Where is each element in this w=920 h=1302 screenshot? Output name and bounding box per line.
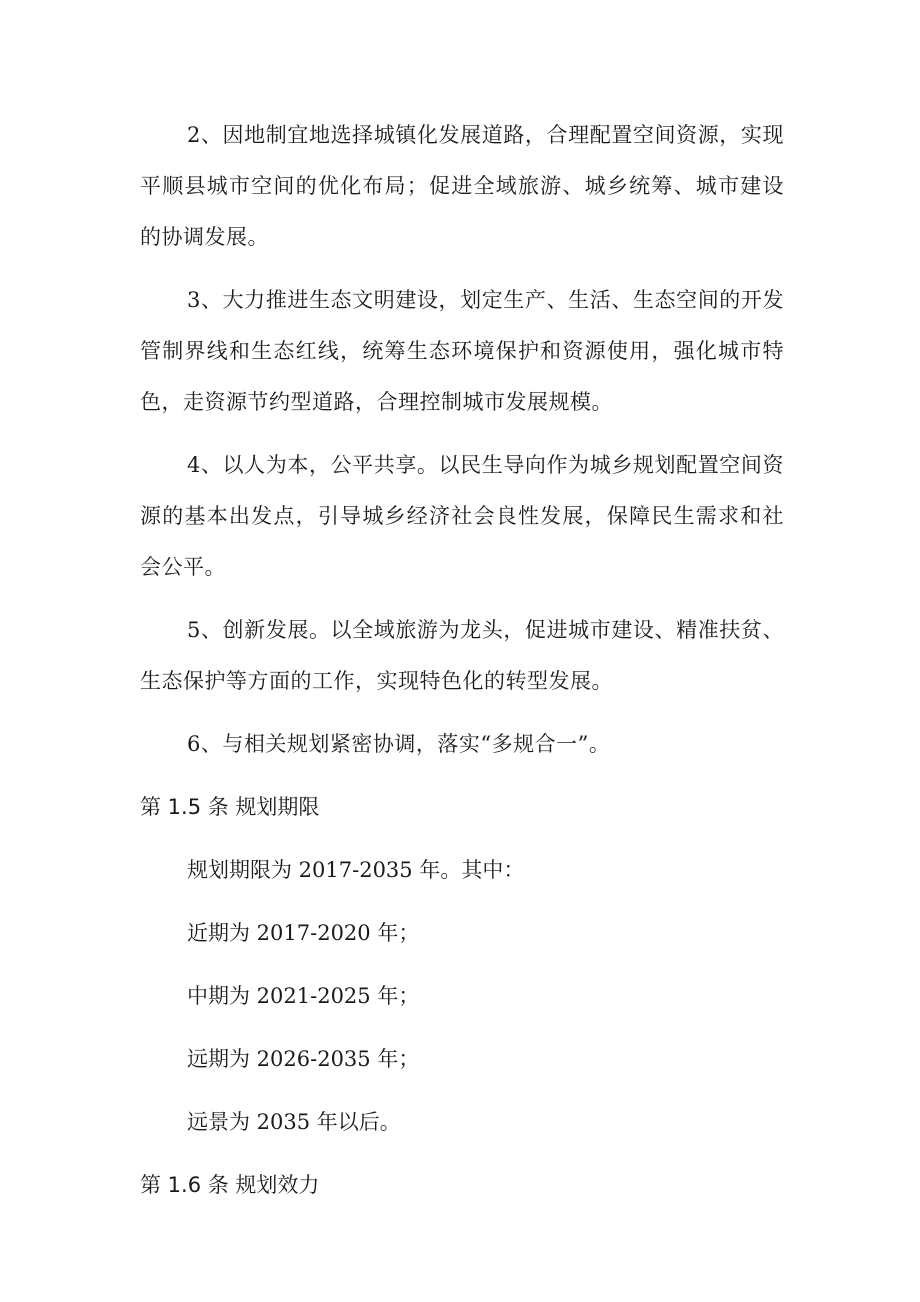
principle-5-paragraph: 5、创新发展。以全域旅游为龙头，促进城市建设、精准扶贫、生态保护等方面的工作，实现特色化的转型发展。: [140, 618, 784, 693]
planning-period-intro: 规划期限为 2017-2035 年。其中：: [187, 858, 525, 882]
planning-period-far: 远期为 2026-2035 年；: [187, 1047, 420, 1071]
planning-period-mid: 中期为 2021-2025 年；: [187, 984, 420, 1008]
principle-3-paragraph: 3、大力推进生态文明建设，划定生产、生活、生态空间的开发管制界线和生态红线，统筹生态环境保护和资源使用，强化城市特色，走资源节约型道路，合理控制城市发展规模。: [140, 288, 784, 414]
planning-period-vision: 远景为 2035 年以后。: [187, 1110, 401, 1134]
section-1-6-heading: 第 1.6 条 规划效力: [140, 1173, 320, 1197]
planning-period-near: 近期为 2017-2020 年；: [187, 921, 420, 945]
principle-6-paragraph: 6、与相关规划紧密协调，落实“多规合一”。: [187, 732, 611, 756]
document-page: [140, 110, 784, 1223]
principle-4-paragraph: 4、以人为本，公平共享。以民生导向作为城乡规划配置空间资源的基本出发点，引导城乡经济社会良性发展，保障民生需求和社会公平。: [140, 453, 784, 579]
section-1-5-heading: 第 1.5 条 规划期限: [140, 795, 320, 819]
principle-2-paragraph: 2、因地制宜地选择城镇化发展道路，合理配置空间资源，实现平顺县城市空间的优化布局；促进全域旅游、城乡统筹、城市建设的协调发展。: [140, 123, 784, 249]
